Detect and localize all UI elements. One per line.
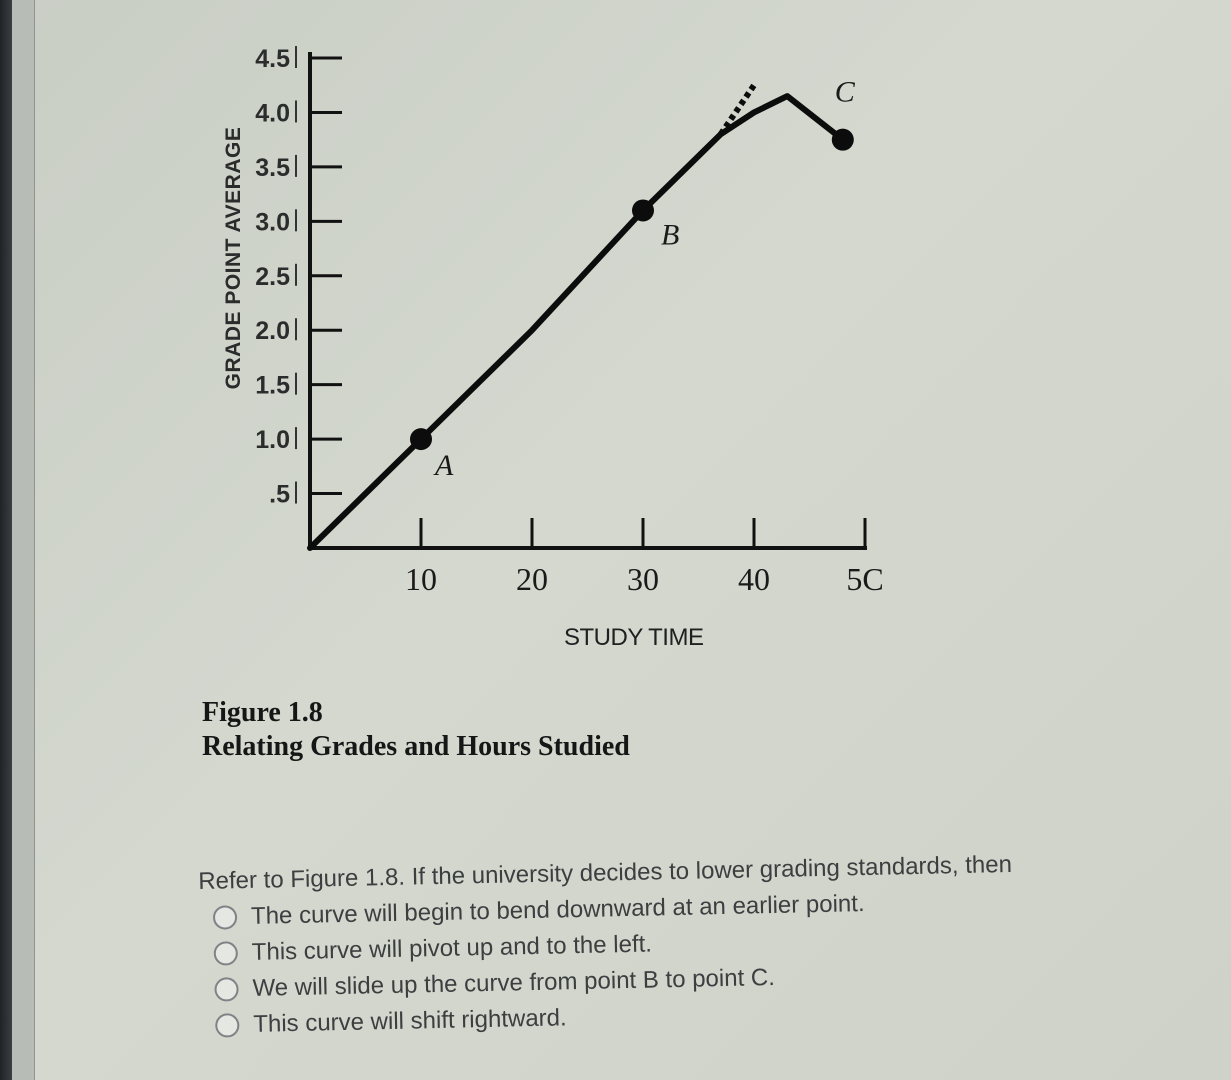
- point-label-a: A: [435, 449, 454, 483]
- point-label-b: B: [661, 218, 680, 252]
- y-tick-label: 3.5: [255, 153, 290, 182]
- y-axis-ticks: [255, 45, 342, 509]
- point-b: [632, 199, 654, 221]
- point-a: [410, 428, 432, 450]
- radio-button[interactable]: [214, 977, 238, 1001]
- x-axis-title: STUDY TIME: [564, 624, 704, 651]
- y-tick-label: 1.0: [255, 426, 290, 455]
- answer-option-label: This curve will pivot up and to the left.: [251, 930, 653, 966]
- curve-points: [410, 76, 856, 482]
- x-tick-label: 5C: [846, 561, 884, 597]
- radio-button[interactable]: [215, 1013, 239, 1037]
- answer-option-label: We will slide up the curve from point B to point C.: [252, 963, 776, 1002]
- figure-title: Relating Grades and Hours Studied: [202, 731, 630, 762]
- point-c: [832, 129, 854, 151]
- question-panel: [40, 0, 1231, 1080]
- figure-caption: [202, 696, 630, 764]
- question-block: [198, 848, 1161, 1044]
- x-tick-label: 30: [627, 561, 659, 597]
- y-tick-label: 2.5: [255, 262, 290, 291]
- grade-study-curve: [310, 96, 843, 548]
- answer-option-label: The curve will begin to bend downward at an earlier point.: [250, 890, 865, 930]
- y-axis-title: GRADE POINT AVERAGE: [222, 126, 245, 390]
- x-tick-label: 40: [738, 561, 770, 597]
- y-tick-label: 1.5: [255, 371, 290, 400]
- figure-chart: [40, 0, 1231, 800]
- y-tick-label: .5: [269, 480, 290, 509]
- screen-bezel: [0, 0, 12, 1080]
- point-label-c: C: [834, 75, 855, 109]
- x-tick-label: 20: [516, 561, 548, 597]
- y-tick-label: 2.0: [255, 317, 290, 346]
- question-prompt: Refer to Figure 1.8. If the university decides to lower grading standards, then: [198, 850, 1013, 895]
- y-tick-label: 4.5: [255, 45, 290, 73]
- answer-option-label: This curve will shift rightward.: [253, 1004, 567, 1038]
- radio-button[interactable]: [214, 941, 238, 965]
- x-axis-ticks: [405, 518, 884, 597]
- y-tick-label: 4.0: [255, 99, 290, 128]
- left-sidebar-strip: [12, 0, 35, 1080]
- x-tick-label: 10: [405, 561, 437, 597]
- figure-number: Figure 1.8: [202, 697, 323, 728]
- y-tick-label: 3.0: [255, 208, 290, 237]
- radio-button[interactable]: [213, 905, 237, 929]
